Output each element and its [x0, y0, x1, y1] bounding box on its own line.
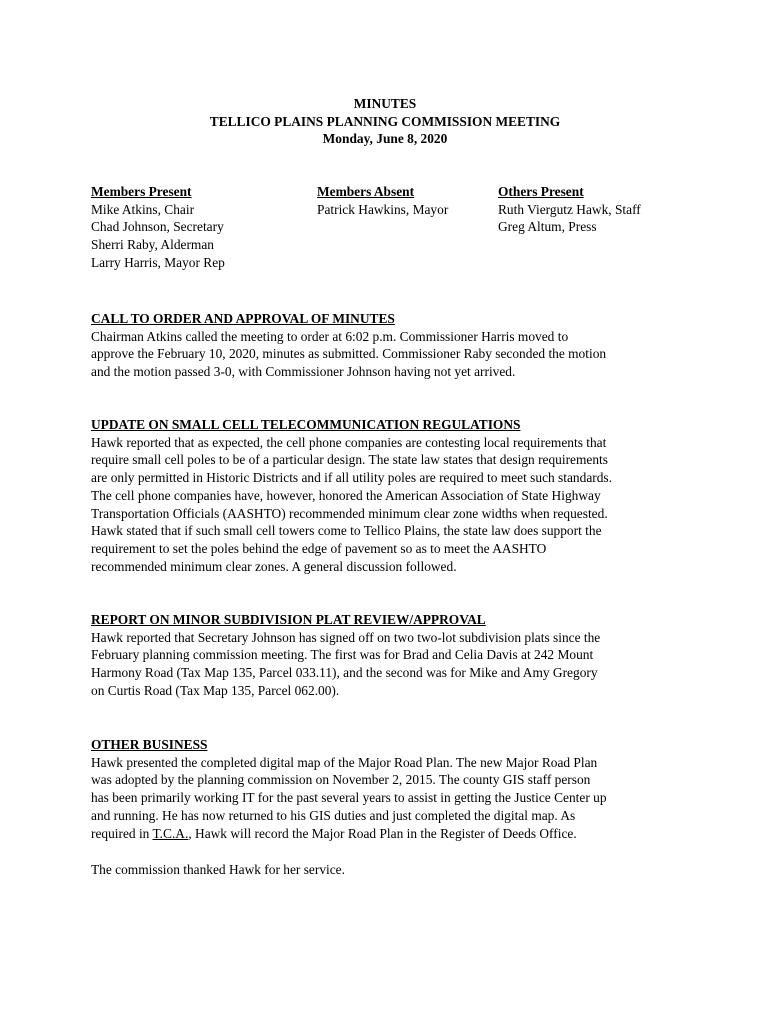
- body-line: and the motion passed 3-0, with Commissioner Johnson having not yet arrived.: [91, 364, 516, 380]
- tca-reference: T.C.A.: [152, 825, 189, 841]
- body-line: on Curtis Road (Tax Map 135, Parcel 062.00).: [91, 682, 340, 698]
- section-small-cell: [91, 416, 683, 575]
- closing-text: The commission thanked Hawk for her service.: [91, 862, 345, 877]
- section-title: CALL TO ORDER AND APPROVAL OF MINUTES: [91, 311, 395, 326]
- section-body: [91, 328, 683, 381]
- body-text: required in: [91, 825, 153, 841]
- member-absent-item: Patrick Hawkins, Mayor: [317, 201, 449, 217]
- members-absent-heading: Members Absent: [317, 184, 415, 199]
- section-body: [91, 754, 683, 843]
- other-present-item: Greg Altum, Press: [498, 219, 597, 235]
- section-title: OTHER BUSINESS: [91, 737, 208, 752]
- body-line-with-reference: [91, 825, 683, 843]
- member-present-item: Chad Johnson, Secretary: [91, 219, 224, 235]
- others-present-heading: Others Present: [498, 184, 584, 199]
- body-line: Chairman Atkins called the meeting to order at 6:02 p.m. Commissioner Harris moved to: [91, 328, 569, 344]
- section-title: UPDATE ON SMALL CELL TELECOMMUNICATION REGULATIONS: [91, 417, 521, 432]
- document-header: [0, 95, 770, 148]
- section-body: [91, 434, 683, 576]
- header-date: Monday, June 8, 2020: [322, 131, 448, 147]
- section-other-business: [91, 736, 683, 842]
- member-present-item: Mike Atkins, Chair: [91, 201, 195, 217]
- body-line: Transportation Officials (AASHTO) recommended minimum clear zone widths when requested.: [91, 505, 608, 521]
- section-call-to-order: [91, 310, 683, 381]
- body-line: require small cell poles to be of a particular design. The state law states that design requirements: [91, 452, 608, 468]
- body-line: Hawk reported that as expected, the cell phone companies are contesting local requirements that: [91, 434, 607, 450]
- members-present-column: [91, 183, 225, 272]
- others-present-column: [498, 183, 641, 236]
- body-line: has been primarily working IT for the past several years to assist in getting the Justice Center up: [91, 790, 607, 806]
- body-line: are only permitted in Historic Districts and if all utility poles are required to meet such standards.: [91, 470, 612, 486]
- member-present-item: Sherri Raby, Alderman: [91, 237, 214, 253]
- body-line: requirement to set the poles behind the edge of pavement so as to meet the AASHTO: [91, 540, 547, 556]
- members-present-heading: Members Present: [91, 184, 192, 199]
- body-line: Harmony Road (Tax Map 135, Parcel 033.11), and the second was for Mike and Amy Gregory: [91, 665, 598, 681]
- header-title: MINUTES: [353, 96, 417, 111]
- body-line: and running. He has now returned to his GIS duties and just completed the digital map. As: [91, 807, 576, 823]
- body-line: Hawk reported that Secretary Johnson has signed off on two two-lot subdivision plats since the: [91, 629, 601, 645]
- body-text: , Hawk will record the Major Road Plan in the Register of Deeds Office.: [188, 825, 577, 841]
- body-line: Hawk presented the completed digital map of the Major Road Plan. The new Major Road Plan: [91, 754, 598, 770]
- body-line: February planning commission meeting. The first was for Brad and Celia Davis at 242 Mount: [91, 647, 594, 663]
- member-present-item: Larry Harris, Mayor Rep: [91, 254, 225, 270]
- body-line: was adopted by the planning commission on November 2, 2015. The county GIS staff person: [91, 772, 591, 788]
- other-present-item: Ruth Viergutz Hawk, Staff: [498, 201, 641, 217]
- section-subdivision-plat: [91, 611, 683, 700]
- body-line: approve the February 10, 2020, minutes as submitted. Commissioner Raby seconded the motion: [91, 346, 607, 362]
- body-line: Hawk stated that if such small cell towers come to Tellico Plains, the state law does support the: [91, 523, 602, 539]
- closing-paragraph: [91, 861, 683, 879]
- members-absent-column: [317, 183, 448, 218]
- body-line: recommended minimum clear zones. A general discussion followed.: [91, 558, 457, 574]
- body-line: The cell phone companies have, however, honored the American Association of State Highway: [91, 487, 601, 503]
- section-body: [91, 629, 683, 700]
- header-meeting-name: TELLICO PLAINS PLANNING COMMISSION MEETING: [209, 113, 561, 129]
- section-title: REPORT ON MINOR SUBDIVISION PLAT REVIEW/APPROVAL: [91, 612, 486, 627]
